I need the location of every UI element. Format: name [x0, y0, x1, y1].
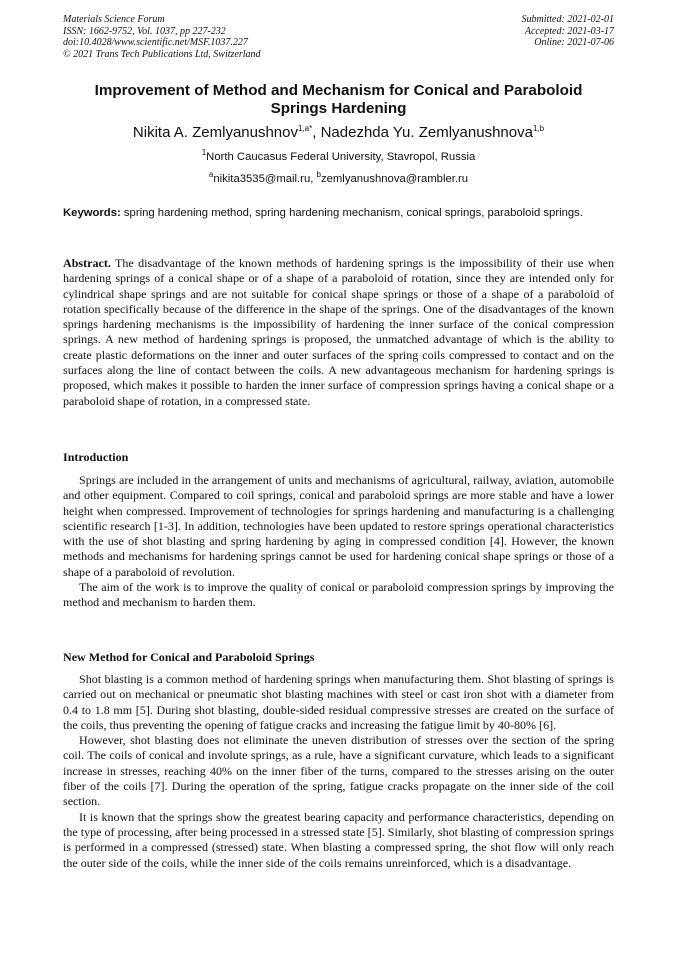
journal-name: Materials Science Forum: [63, 14, 165, 25]
paper-title: [63, 82, 614, 118]
email-a-mark: a: [208, 170, 214, 180]
email-b: zemlyanushnova@rambler.ru: [320, 173, 469, 185]
new-method-section: [63, 672, 614, 871]
author-2-affil-mark: 1,b: [532, 124, 545, 133]
author-list: [63, 124, 614, 142]
abstract: [63, 256, 614, 409]
copyright-line: © 2021 Trans Tech Publications Ltd, Switzerland: [63, 48, 261, 60]
introduction-section: [63, 473, 614, 611]
keywords: [63, 206, 614, 221]
method-paragraph-2: However, shot blasting does not eliminate the uneven distribution of stresses over the section of the spring coil. The coils of conical and involute springs, as a rule, have a significant curvature, which leads to a significant increase in stresses, reaching 40% on the inner fiber of the turns, compared to the stresses arising on the outer fiber of the coils [7]. During the operation of the spring, fatigue cracks propagate on the inner side of the coil section.: [63, 733, 614, 809]
doi-line: doi:10.4028/www.scientific.net/MSF.1037.227: [63, 37, 248, 48]
online-date: Online: 2021-07-06: [534, 37, 614, 48]
method-paragraph-3: It is known that the springs show the greatest bearing capacity and performance characteristics, depending on the type of processing, after being processed in a stressed state [5]. Similarly, shot blasting of compression springs is performed in a compressed (stressed) state. When blasting a compressed spring, the shot flow will only reach the outer side of the coils, while the inner side of the coils remains unreinforced, which is a disadvantage.: [63, 809, 614, 870]
email-line: [63, 172, 614, 186]
author-2: Nadezhda Yu. Zemlyanushnova: [320, 124, 533, 141]
author-separator: ,: [312, 124, 321, 141]
affil-text: North Caucasus Federal University, Stavropol, Russia: [206, 151, 476, 163]
method-paragraph-1: Shot blasting is a common method of hardening springs when manufacturing them. Shot blasting of springs is carried out on mechanical or pneumatic shot blasting machines with steel or cast iron shot with a diameter from 0.4 to 1.8 mm [5]. During shot blasting, double-sided residual compressive stresses are created on the surface of the coils, thus preventing the opening of fatigue cracks and increasing the fatigue limit by 40-80% [6].: [63, 672, 614, 732]
accepted-date: Accepted: 2021-03-17: [524, 25, 614, 37]
email-b-mark: b: [316, 170, 321, 180]
abstract-text: The disadvantage of the known methods of hardening springs is the impossibility of their use when hardening springs of a conical shape or of a shape of a paraboloid of rotation, since they are intended only for cylindrical shape springs and are not suitable for conical shape springs or those of a shape of a paraboloid of rotation specifically because of the difference in the shape of the springs. One of the disadvantages of the known springs hardening mechanisms is the impossibility of hardening the inner surface of the conical compression springs. A new method of hardening springs is proposed, the unmatched advantage of which is the ability to create plastic deformations on the inner and outer surfaces of the spring coils compressed to contact and on the surfaces along the line of contact between the coils. A new advantageous mechanism for hardening springs is proposed, which makes it possible to harden the inner surface of compression springs having a conical shape or a paraboloid shape of rotation, in a compressed state.: [63, 256, 614, 408]
author-1-affil-mark: 1,a*: [298, 124, 313, 133]
issn-line: ISSN: 1662-9752, Vol. 1037, pp 227-232: [63, 25, 226, 37]
email-a: nikita3535@mail.ru,: [213, 173, 317, 185]
dates-info: [522, 14, 615, 49]
submitted-date: Submitted: 2021-02-01: [521, 14, 614, 25]
keywords-text: spring hardening method, spring hardening mechanism, conical springs, paraboloid springs.: [120, 207, 583, 219]
intro-paragraph-2: The aim of the work is to improve the quality of conical or paraboloid compression springs by improving the method and mechanism to harden them.: [63, 580, 614, 610]
journal-info: [63, 14, 261, 60]
section-heading-introduction: Introduction: [63, 450, 129, 464]
intro-paragraph-1: Springs are included in the arrangement of units and mechanisms of agricultural, railway, aviation, automobile and other equipment. Compared to coil springs, conical and paraboloid springs are more stable and have a lower height when compressed. Improvement of technologies for springs hardening and manufacturing is a challenging scientific research [1-3]. In addition, technologies have been updated to restore springs operational characteristics with the use of shot blasting and spring hardening by aging in compressed condition [4]. However, the known methods and mechanisms for hardening springs cannot be used for hardening conical shape springs or those of a shape of a paraboloid of revolution.: [63, 473, 614, 579]
keywords-label: Keywords:: [63, 207, 121, 219]
title-line-2: Springs Hardening: [270, 100, 407, 117]
affil-mark: 1: [201, 148, 207, 158]
affiliation: [63, 150, 614, 164]
author-1: Nikita A. Zemlyanushnov: [132, 124, 298, 141]
title-line-1: Improvement of Method and Mechanism for Conical and Paraboloid: [94, 82, 583, 99]
abstract-label: Abstract.: [63, 256, 111, 270]
section-heading-new-method: New Method for Conical and Paraboloid Springs: [63, 650, 315, 664]
